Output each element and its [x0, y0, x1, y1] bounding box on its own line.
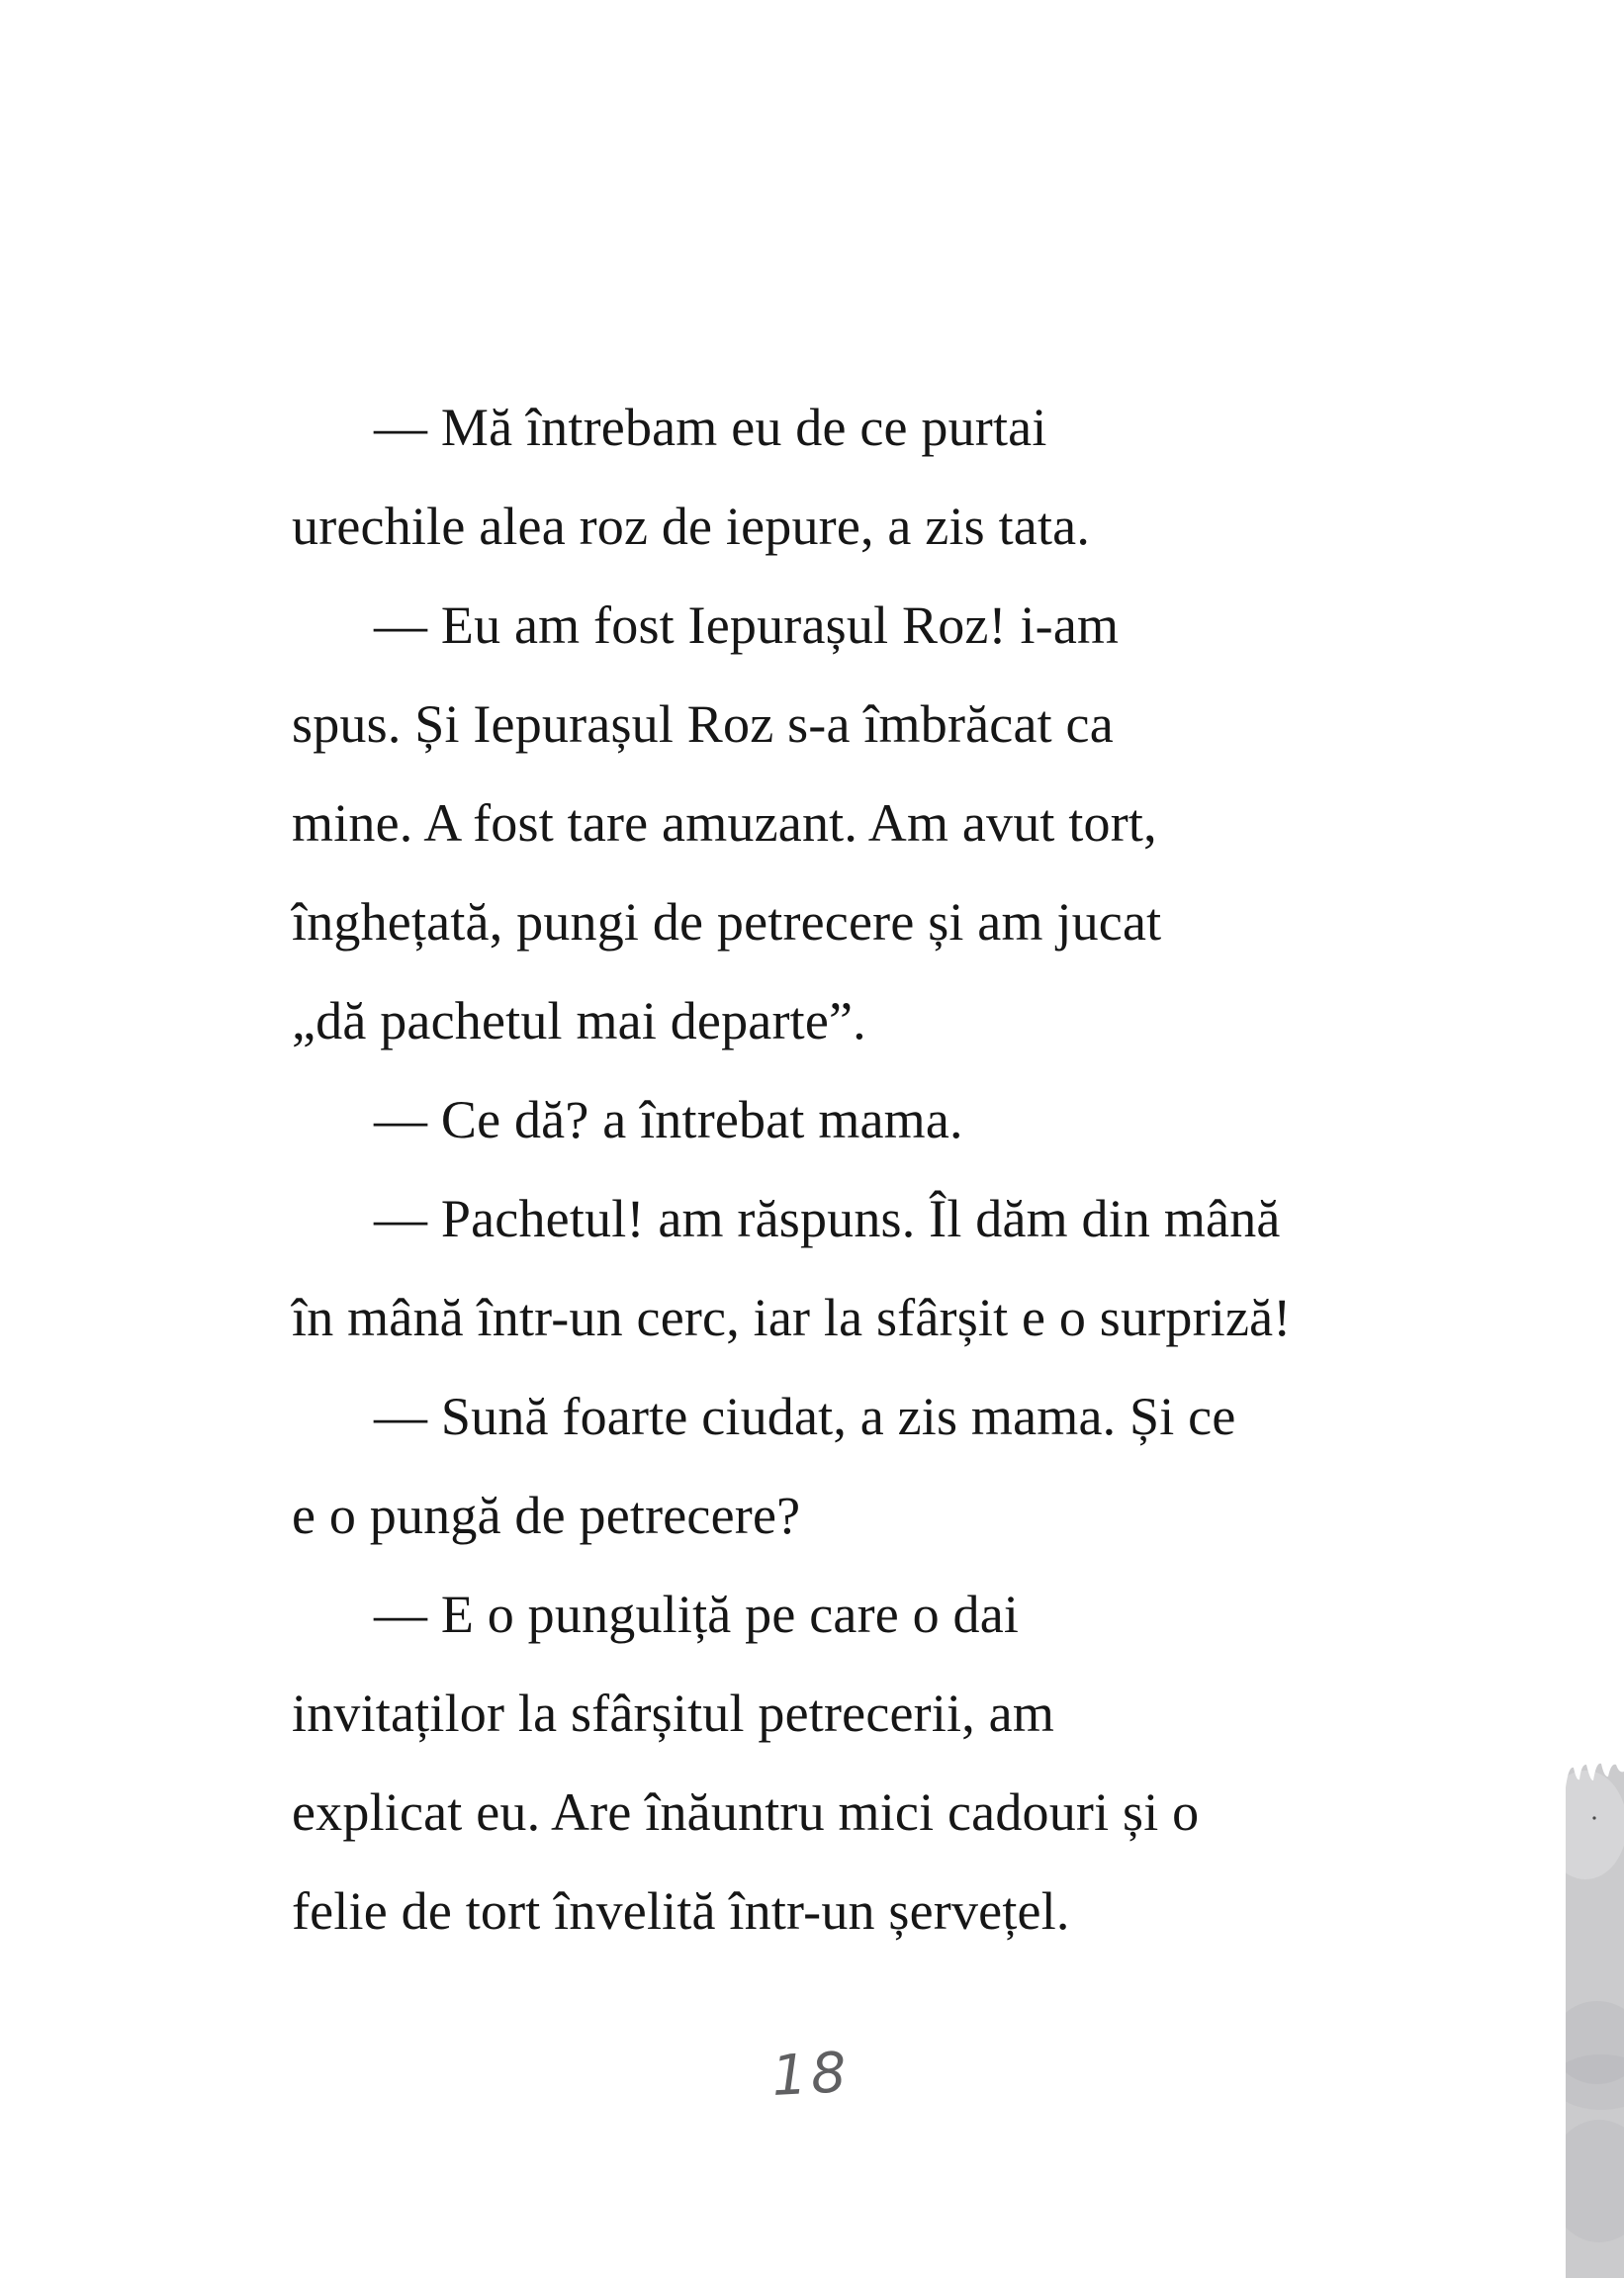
text-line: — Pachetul! am răspuns. Îl dăm din mână [374, 1189, 1281, 1248]
text-line: — Eu am fost Iepurașul Roz! i-am [374, 595, 1120, 655]
text-line: „dă pachetul mai departe”. [292, 991, 866, 1050]
text-line: — Sună foarte ciudat, a zis mama. Și ce [374, 1387, 1236, 1446]
text-line: în mână într-un cerc, iar la sfârșit e o surpriză! [292, 1288, 1292, 1347]
text-line: — E o punguliță pe care o dai [374, 1585, 1020, 1644]
text-line: spus. Și Iepurașul Roz s-a îmbrăcat ca [292, 694, 1114, 754]
text-line: felie de tort învelită într-un șervețel. [292, 1881, 1070, 1941]
text-line: explicat eu. Are înăuntru mici cadouri și o [292, 1782, 1200, 1842]
page-number: 18 [769, 2040, 853, 2110]
text-line: urechile alea roz de iepure, a zis tata. [292, 497, 1091, 556]
text-line: invitaților la sfârșitul petrecerii, am [292, 1684, 1055, 1743]
text-block [292, 378, 1548, 1960]
text-line: — Ce dă? a întrebat mama. [374, 1090, 963, 1149]
text-line: e o pungă de petrecere? [292, 1486, 801, 1545]
torn-paper-edge-icon [1566, 1756, 1624, 2278]
text-line: înghețată, pungi de petrecere și am jucat [292, 892, 1162, 952]
text-line: mine. A fost tare amuzant. Am avut tort, [292, 793, 1157, 853]
text-line: — Mă întrebam eu de ce purtai [374, 398, 1047, 457]
